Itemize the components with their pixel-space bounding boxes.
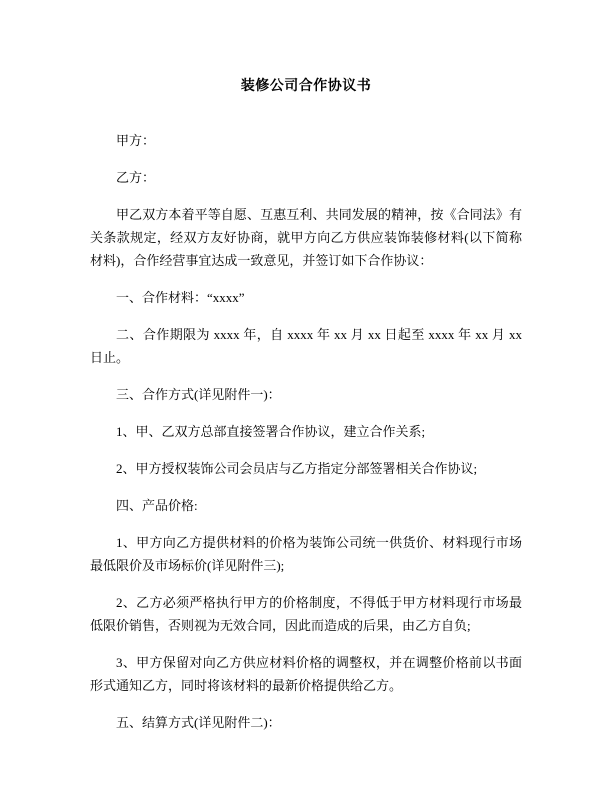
paragraph-clause-2-term: 二、合作期限为 xxxx 年，自 xxxx 年 xx 月 xx 日起至 xxxx 年 xx 月 xx 日止。 — [90, 327, 522, 365]
paragraph-clause-4-item-1: 1、甲方向乙方提供材料的价格为装饰公司统一供货价、材料现行市场最低限价及市场标价(详见附件三); — [90, 535, 522, 573]
paragraph-clause-1-materials: 一、合作材料：“xxxx” — [116, 290, 245, 305]
paragraph-party-b: 乙方： — [116, 170, 156, 185]
paragraph-party-a: 甲方： — [116, 133, 156, 148]
document-title: 装修公司合作协议书 — [240, 79, 372, 94]
paragraph-clause-3-item-2: 2、甲方授权装饰公司会员店与乙方指定分部签署相关合作协议; — [116, 461, 478, 476]
paragraph-clause-4-item-2: 2、乙方必须严格执行甲方的价格制度，不得低于甲方材料现行市场最低限价销售，否则视为无效合同，因此而造成的后果，由乙方自负; — [90, 595, 522, 633]
paragraph-clause-3-method: 三、合作方式(详见附件一)： — [116, 387, 281, 402]
paragraph-preamble: 甲乙双方本着平等自愿、互惠互利、共同发展的精神，按《合同法》有关条款规定，经双方友好协商，就甲方向乙方供应装饰装修材料(以下简称材料)，合作经营事宜达成一致意见，并签订如下合作协议： — [90, 207, 522, 268]
paragraph-clause-5-settlement: 五、结算方式(详见附件二)： — [116, 715, 281, 730]
paragraph-clause-3-item-1: 1、甲、乙双方总部直接签署合作协议，建立合作关系; — [116, 424, 426, 439]
paragraph-clause-4-item-3: 3、甲方保留对向乙方供应材料价格的调整权，并在调整价格前以书面形式通知乙方，同时将该材料的最新价格提供给乙方。 — [90, 655, 522, 693]
paragraph-clause-4-price: 四、产品价格: — [116, 498, 198, 513]
